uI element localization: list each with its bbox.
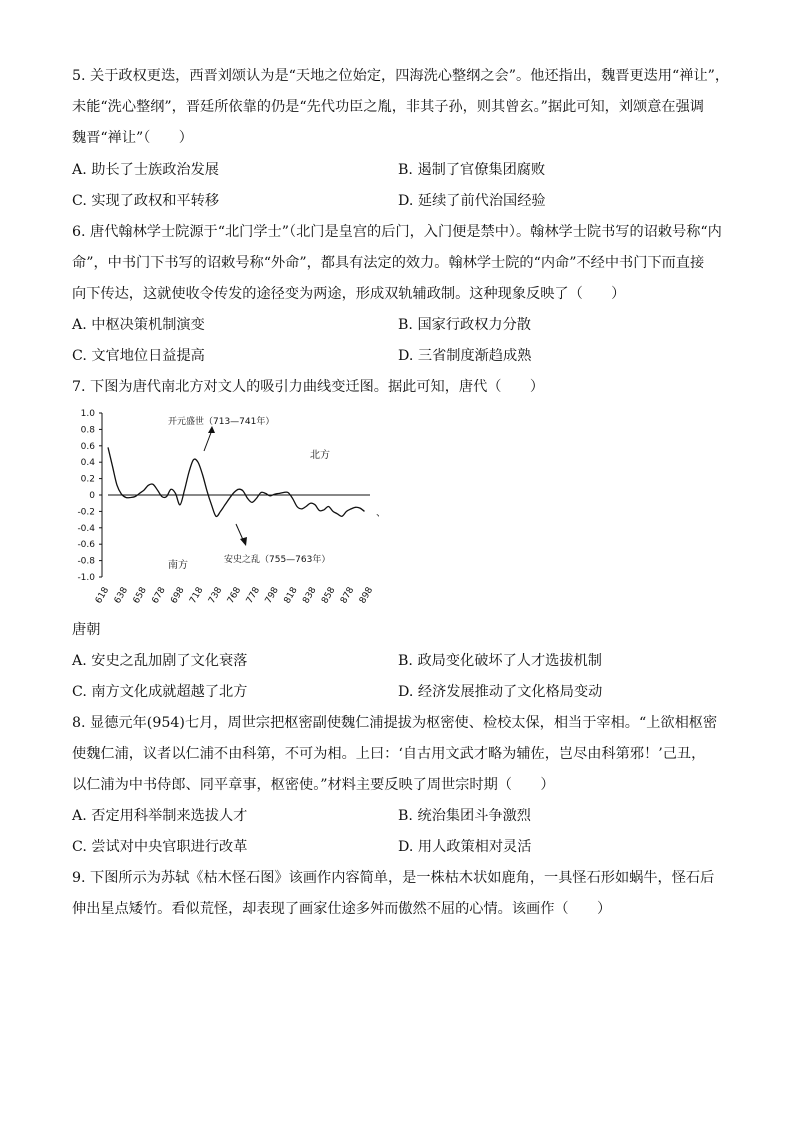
q5-option-a: A. 助长了士族政治发展: [72, 162, 219, 178]
y-tick-label: -0.2: [77, 507, 95, 518]
y-tick-label: 0.2: [80, 474, 95, 485]
x-tick-label: 768: [225, 585, 244, 606]
x-axis-ticks: [94, 585, 375, 605]
attraction-curve-chart: [64, 400, 394, 612]
x-tick-label: 818: [282, 585, 300, 606]
annotation-trough-label: 安史之乱（755—763年）: [224, 555, 331, 565]
x-tick-label: 658: [131, 585, 149, 606]
x-tick-label: 638: [112, 585, 131, 606]
q5-option-c: C. 实现了政权和平转移: [72, 193, 220, 209]
x-tick-label: 878: [339, 585, 357, 606]
q6-stem-line3: 向下传达，这就使收令传发的途径变为两途，形成双轨辅政制。这种现象反映了（ ）: [72, 286, 626, 302]
chart-annotations: [168, 415, 386, 571]
x-tick-label: 838: [301, 585, 319, 606]
q9-stem-line2: 伸出星点矮竹。看似荒怪，却表现了画家仕途多舛而傲然不屈的心情。该画作（ ）: [72, 901, 612, 917]
x-tick-label: 898: [357, 585, 376, 606]
y-tick-label: -1.0: [77, 573, 95, 583]
y-tick-label: 0.8: [80, 425, 95, 436]
peak-arrow-head: [208, 426, 215, 433]
q8-stem-line3: 以仁浦为中书侍郎、同平章事，枢密使。”材料主要反映了周世宗时期（ ）: [72, 777, 555, 793]
q5-option-d: D. 延续了前代治国经验: [398, 193, 546, 209]
x-tick-label: 698: [169, 585, 187, 606]
y-tick-label: -0.8: [77, 556, 95, 567]
trailing-mark: 、: [376, 508, 386, 519]
q7-option-d: D. 经济发展推动了文化格局变动: [398, 684, 603, 700]
q8-option-b: B. 统治集团斗争激烈: [398, 808, 531, 824]
x-tick-label: 678: [150, 585, 168, 606]
peak-arrow-line: [204, 430, 212, 451]
y-tick-label: 1.0: [80, 409, 95, 419]
annotation-south-label: 南方: [168, 560, 188, 571]
x-tick-label: 858: [320, 585, 338, 606]
q7-chart-caption: 唐朝: [72, 622, 101, 638]
q5-option-b: B. 遏制了官僚集团腐败: [398, 162, 546, 178]
x-tick-label: 778: [244, 585, 263, 606]
q8-stem-line2: 使魏仁浦，议者以仁浦不由科第，不可为相。上曰：‘自古用文武才略为辅佐，岂尽由科第邪！’己丑，: [72, 746, 706, 762]
q8-option-a: A. 否定用科举制来选拔人才: [72, 808, 248, 824]
q7-option-b: B. 政局变化破坏了人才选拔机制: [398, 653, 602, 669]
q6-option-c: C. 文官地位日益提高: [72, 348, 205, 364]
q6-stem-line2: 命”，中书门下书写的诏敕号称“外命”，都具有法定的效力。翰林学士院的“内命”不经中书门下而直接: [72, 255, 705, 271]
q8-stem-line1: 8. 显德元年(954)七月，周世宗把枢密副使魏仁浦提拔为枢密使、检校太保，相当于宰相。“上欲相枢密: [72, 715, 718, 731]
q5-stem-line2: 未能“洗心整纲”，晋廷所依靠的仍是“先代功臣之胤，非其子孙，则其曾玄。”据此可知，刘颂意在强调: [72, 99, 704, 115]
x-tick-label: 798: [263, 585, 281, 606]
y-tick-label: 0.6: [80, 441, 95, 452]
q8-option-c: C. 尝试对中央官职进行改革: [72, 839, 248, 855]
q8-option-d: D. 用人政策相对灵活: [398, 839, 532, 855]
annotation-peak-label: 开元盛世（713—741年）: [168, 417, 275, 427]
x-tick-label: 718: [188, 585, 206, 606]
q5-stem-line3: 魏晋“禅让”（ ）: [72, 130, 193, 146]
q7-stem-line1: 7. 下图为唐代南北方对文人的吸引力曲线变迁图。据此可知，唐代（ ）: [72, 379, 545, 395]
y-axis: [77, 409, 102, 583]
annotation-north-label: 北方: [310, 450, 330, 461]
y-tick-label: -0.6: [77, 540, 95, 551]
q6-stem-line1: 6. 唐代翰林学士院源于“北门学士”（北门是皇宫的后门，入门便是禁中）。翰林学士院书写的诏敕号称“内: [72, 224, 722, 240]
y-tick-label: -0.4: [77, 523, 95, 534]
trough-arrow-head: [240, 537, 247, 546]
x-tick-label: 618: [93, 585, 112, 606]
q7-option-c: C. 南方文化成就超越了北方: [72, 684, 248, 700]
q9-stem-line1: 9. 下图所示为苏轼《枯木怪石图》该画作内容简单，是一株枯木状如鹿角，一具怪石形如蜗牛，怪石后: [72, 870, 715, 886]
y-tick-label: 0.4: [80, 458, 95, 469]
q6-option-b: B. 国家行政权力分散: [398, 317, 531, 333]
x-tick-label: 738: [207, 585, 225, 606]
y-tick-label: 0: [89, 491, 95, 501]
q6-option-a: A. 中枢决策机制演变: [72, 317, 205, 333]
q6-option-d: D. 三省制度渐趋成熟: [398, 348, 532, 364]
q5-stem-line1: 5. 关于政权更迭，西晋刘颂认为是“天地之位始定，四海洗心整纲之会”。他还指出，魏晋更迭用“禅让”，: [72, 68, 730, 84]
q7-option-a: A. 安史之乱加剧了文化衰落: [72, 653, 248, 669]
